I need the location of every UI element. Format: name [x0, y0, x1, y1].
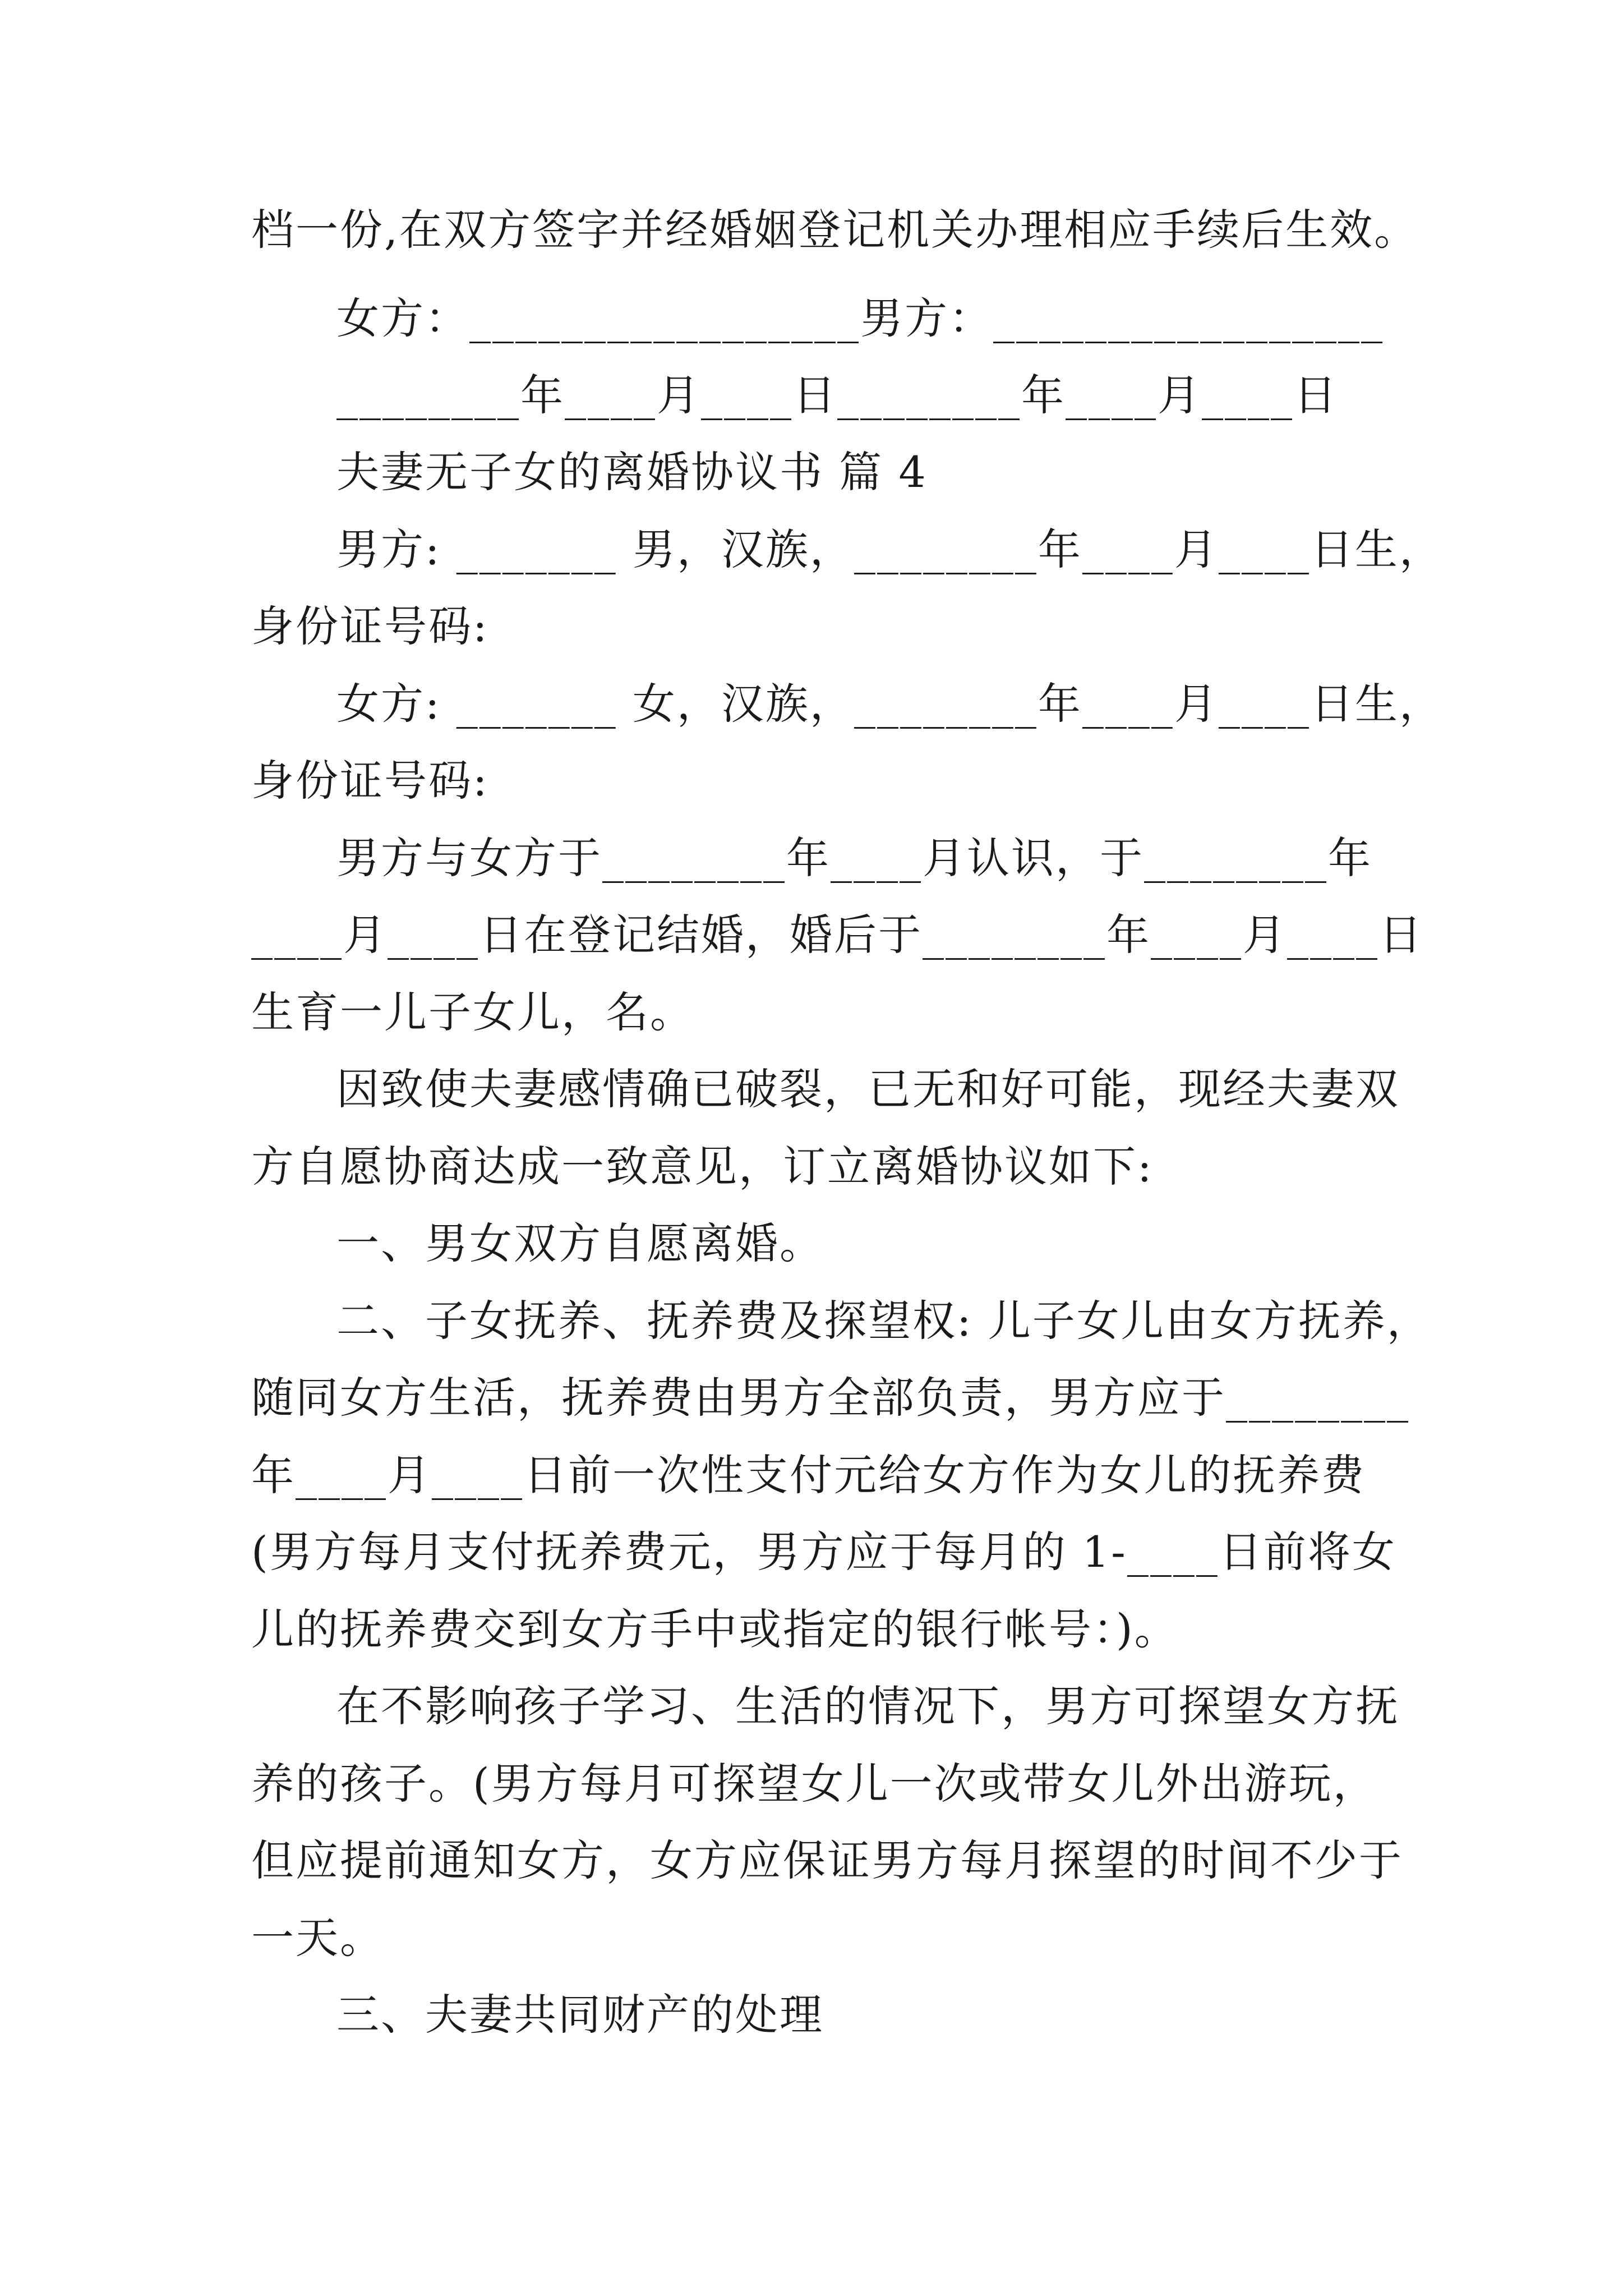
text-line: 在不影响孩子学习、生活的情况下，男方可探望女方抚: [336, 1681, 1400, 1731]
text-line: 二、子女抚养、抚养费及探望权: 儿子女儿由女方抚养，: [336, 1296, 1431, 1346]
text-line: 因致使夫妻感情确已破裂，已无和好可能，现经夫妻双: [336, 1064, 1400, 1114]
text-line: 男方与女方于________年____月认识，于________年: [336, 833, 1372, 883]
section-heading: 三、夫妻共同财产的处理: [336, 1990, 824, 2040]
text-line: 生育一儿子女儿，名。: [251, 987, 694, 1037]
text-line: 男方: _______ 男，汉族，________年____月____日生，: [336, 524, 1444, 574]
signature-line: 女方：_________________男方：_________________: [336, 293, 1384, 343]
text-line: 档一份,在双方签字并经婚姻登记机关办理相应手续后生效。: [251, 205, 1419, 255]
text-line: 女方: _______ 女，汉族，________年____月____日生，: [336, 679, 1444, 729]
text-line: 身份证号码:: [251, 601, 489, 651]
text-line: (男方每月支付抚养费元，男方应于每月的 1-____日前将女: [251, 1527, 1396, 1577]
text-line: 养的孩子。(男方每月可探望女儿一次或带女儿外出游玩，: [251, 1759, 1377, 1809]
date-line: ________年____月____日________年____月____日: [336, 370, 1338, 420]
text-line: 儿的抚养费交到女方手中或指定的银行帐号：)。: [251, 1604, 1179, 1654]
text-line: 年____月____日前一次性支付元给女方作为女儿的抚养费: [251, 1450, 1366, 1500]
text-line: 身份证号码:: [251, 756, 489, 806]
text-line: 随同女方生活，抚养费由男方全部负责，男方应于________: [251, 1373, 1410, 1423]
text-line: 但应提前通知女方，女方应保证男方每月探望的时间不少于: [251, 1835, 1403, 1885]
text-line: 方自愿协商达成一致意见，订立离婚协议如下:: [251, 1142, 1154, 1191]
text-line: ____月____日在登记结婚，婚后于________年____月____日: [251, 910, 1423, 960]
section-title: 夫妻无子女的离婚协议书 篇 4: [336, 447, 928, 497]
text-line: 一、男女双方自愿离婚。: [336, 1218, 824, 1268]
text-line: 一天。: [251, 1913, 384, 1963]
